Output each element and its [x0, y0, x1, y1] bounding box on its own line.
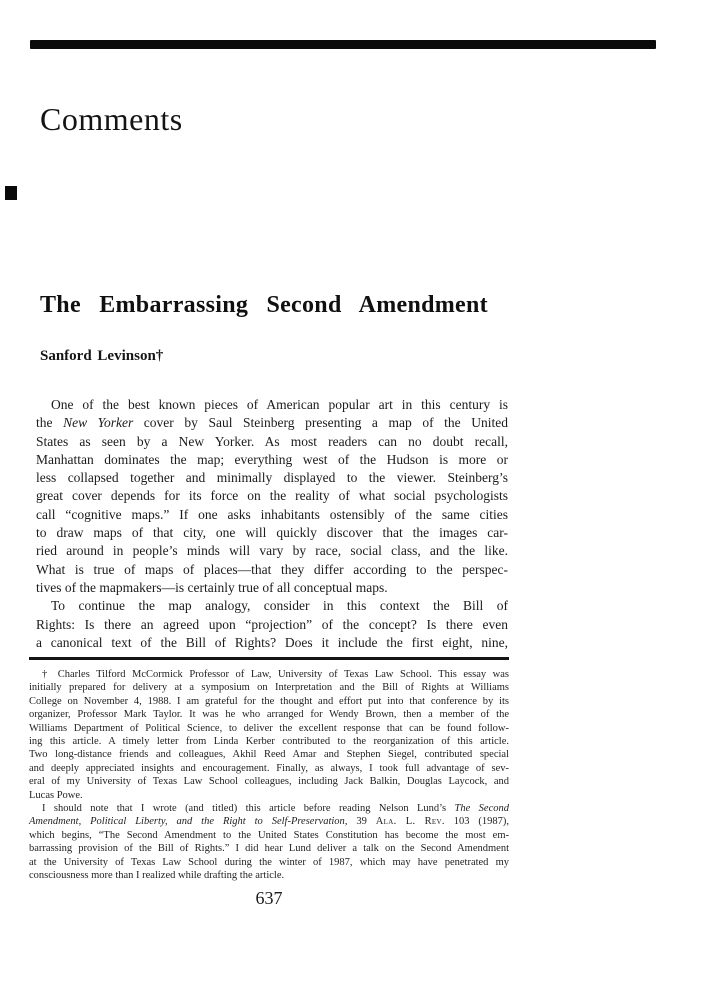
text-segment: Manhattan dominates the map; everything west of the Hudson is more or [36, 451, 508, 467]
text-segment: which begins, “The Second Amendment to the United States Constitution has become the most em- [29, 829, 509, 841]
text-segment: Lucas Powe. [29, 789, 83, 801]
text-segment: less collapsed together and minimally displayed to the viewer. Steinberg’s [36, 470, 508, 486]
footnotes [29, 668, 509, 883]
text-segment: States as seen by a New Yorker. As most readers can no doubt recall, [36, 433, 508, 449]
text-line [29, 708, 509, 721]
text-line [29, 762, 509, 775]
paragraph [29, 802, 509, 882]
text-line [36, 451, 508, 469]
text-line [29, 735, 509, 748]
text-line [29, 789, 509, 802]
text-line [29, 695, 509, 708]
text-segment: at the University of Texas Law School during the winter of 1987, which may have penetrated my [29, 856, 509, 868]
text-segment: a canonical text of the Bill of Rights? Does it include the first eight, nine, [36, 634, 508, 650]
text-segment: barrassing provision of the Bill of Rights.” I did hear Lund deliver a talk on the Second Amendment [29, 843, 509, 855]
text-segment: to draw maps of that city, one will quickly discover that the images car- [36, 525, 508, 541]
text-segment: Two long-distance friends and colleagues, Akhil Reed Amar and Stephen Siegel, contributed special [29, 749, 509, 761]
text-line [36, 396, 508, 414]
text-segment: What is true of maps of places—that they differ according to the perspec- [36, 561, 508, 577]
text-line [36, 579, 508, 597]
text-line [29, 829, 509, 842]
text-line [36, 433, 508, 451]
text-line [36, 506, 508, 524]
text-segment: I should note that I wrote (and titled) this article before reading Nelson Lund’s [42, 803, 455, 815]
text-segment: and deeply appreciated insights and encouragement. Finally, as always, I took full advantage of sev- [29, 762, 509, 774]
text-segment: organizer, Professor Mark Taylor. It was he who arranged for Wendy Brown, then a member of the [29, 709, 509, 721]
text-segment: ried around in people’s minds will vary by race, social class, and the like. [36, 543, 508, 559]
text-line [36, 634, 508, 652]
text-segment: cover by Saul Steinberg presenting a map of the United [133, 415, 509, 431]
text-line [36, 487, 508, 505]
text-line [36, 561, 508, 579]
text-line [36, 469, 508, 487]
text-line [36, 616, 508, 634]
text-line [29, 856, 509, 869]
text-segment: great cover depends for its force on the reality of what social psychologists [36, 488, 508, 504]
text-line [36, 414, 508, 432]
paragraph [29, 668, 509, 802]
text-segment: eral of my University of Texas Law School colleagues, including Jack Balkin, Douglas Laycock, and [29, 776, 509, 788]
text-line [36, 524, 508, 542]
paragraph [36, 597, 508, 652]
text-segment: , 39 [344, 816, 376, 828]
text-segment: The Second [454, 803, 509, 815]
paragraph [36, 396, 508, 597]
footnote-separator-rule [29, 657, 509, 660]
text-line [29, 748, 509, 761]
text-segment: Williams Department of Political Science, to deliver the excellent response that can be found follow- [29, 722, 509, 734]
body-text [36, 396, 508, 652]
text-segment: consciousness more than I realized while drafting the article. [29, 870, 285, 882]
text-line [36, 597, 508, 615]
text-segment: call “cognitive maps.” If one asks inhabitants ostensibly of the same cities [36, 506, 508, 522]
text-segment: College on November 4, 1988. I am grateful for the thought and effort put into that conference by its [29, 695, 509, 707]
text-segment: † Charles Tilford McCormick Professor of Law, University of Texas Law School. This essay was [42, 669, 509, 680]
text-segment: ing this article. A timely letter from Linda Kerber contributed to the reorganization of this article. [29, 736, 509, 748]
text-line [29, 869, 509, 882]
text-line [36, 542, 508, 560]
text-segment: initially prepared for delivery at a symposium on Interpretation and the Bill of Rights at Williams [29, 682, 509, 694]
text-line [29, 842, 509, 855]
text-line [29, 722, 509, 735]
text-segment: Amendment, Political Liberty, and the Right to Self-Preservation [29, 816, 345, 828]
text-line [29, 668, 509, 681]
text-line [29, 681, 509, 694]
text-line [29, 802, 509, 815]
article-title: The Embarrassing Second Amendment [40, 292, 488, 318]
text-segment: Ala. L. Rev. [375, 816, 445, 828]
scan-artifact-bar [30, 40, 656, 49]
text-segment: Rights: Is there an agreed upon “projection” of the concept? Is there even [36, 616, 508, 632]
text-segment: New Yorker [63, 415, 134, 431]
text-segment: tives of the mapmakers—is certainly true of all conceptual maps. [36, 579, 388, 595]
text-line [29, 815, 509, 828]
text-segment: 103 (1987), [444, 816, 510, 828]
text-line [29, 775, 509, 788]
author-byline: Sanford Levinson† [40, 348, 164, 364]
text-segment: To continue the map analogy, consider in this context the Bill of [51, 598, 508, 614]
scan-artifact-speck [5, 186, 17, 200]
text-segment: One of the best known pieces of American popular art in this century is [51, 397, 508, 412]
text-segment: the [36, 415, 64, 431]
section-heading: Comments [40, 101, 183, 137]
page-number: 637 [255, 888, 283, 908]
